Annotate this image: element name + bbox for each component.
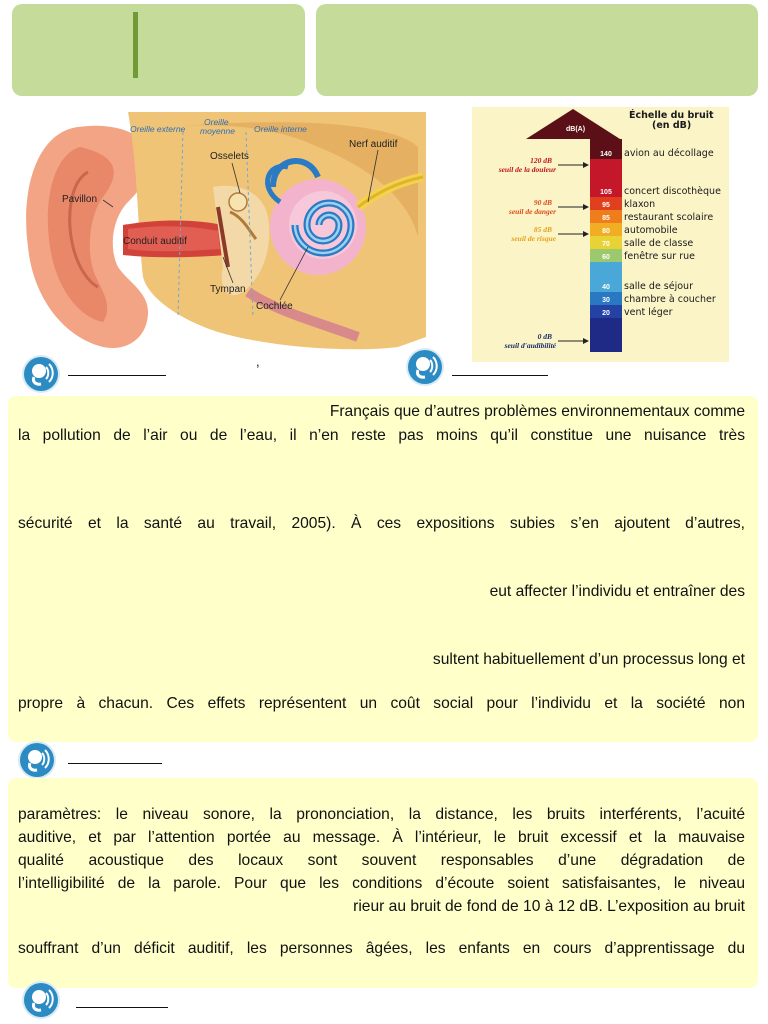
paragraph-line: rieur au bruit de fond de 10 à 12 dB. L’exposition au bruit (353, 898, 745, 915)
label-tympan: Tympan (210, 284, 246, 295)
scale-band-bottom (590, 318, 622, 352)
threshold-arrowhead (583, 338, 589, 344)
scale-value: 140 (600, 151, 612, 158)
threshold-value: 85 dB (533, 225, 552, 234)
label-oreille-moyenne-2: moyenne (200, 126, 235, 136)
comma: , (256, 354, 260, 369)
label-oreille-interne: Oreille interne (254, 124, 307, 134)
scale-subtitle: (en dB) (652, 120, 692, 131)
paragraph-line: propre à chacun. Ces effets représentent un coût social pour l’individu et la société non (18, 695, 745, 712)
scale-value: 20 (602, 310, 610, 317)
label-conduit-auditif: Conduit auditif (123, 236, 187, 247)
header-box-left (12, 4, 305, 96)
threshold-label: seuil de la douleur (498, 165, 556, 174)
answer-blank (68, 763, 162, 764)
scale-value: 95 (602, 202, 610, 209)
scale-item-label: salle de séjour (624, 281, 693, 292)
threshold-arrowhead (583, 162, 589, 168)
threshold-label: seuil d'audibilité (504, 341, 556, 350)
paragraph-line: Français que d’autres problèmes environnementaux comme (329, 403, 745, 420)
text-box-1 (8, 396, 758, 742)
answer-blank (76, 1007, 168, 1008)
scale-item-label: avion au décollage (624, 148, 714, 159)
speaker-icon[interactable] (24, 357, 58, 391)
paragraph-line: auditive, et par l’attention portée au message. À l’intérieur, le bruit excessif et la mauvaise (18, 829, 745, 846)
ear-anatomy-figure (18, 107, 426, 353)
scale-title: Échelle du bruit (629, 110, 714, 121)
paragraph-line: l’intelligibilité de la parole. Pour que les conditions d’écoute soient satisfaisantes, le niveau (18, 875, 745, 892)
paragraph-line: eut affecter l’individu et entraîner des (489, 583, 745, 600)
text-box-2 (8, 778, 758, 988)
scale-value: 80 (602, 228, 610, 235)
scale-value: 70 (602, 241, 610, 248)
threshold-value: 0 dB (537, 332, 552, 341)
label-pavillon: Pavillon (62, 194, 98, 205)
threshold-label: seuil de danger (508, 207, 556, 216)
speaker-icon[interactable] (24, 983, 58, 1017)
header-box-right (316, 4, 758, 96)
scale-item-label: fenêtre sur rue (624, 251, 696, 262)
scale-value: 105 (600, 189, 612, 196)
scale-item-label: concert discothèque (624, 186, 721, 197)
paragraph-line: qualité acoustique des locaux sont souvent responsables d’une dégradation de (18, 852, 745, 869)
scale-item-label: vent léger (624, 307, 673, 318)
paragraph-line: sécurité et la santé au travail, 2005). À ces expositions subies s’en ajoutent d’autres, (18, 515, 745, 532)
threshold-arrowhead (583, 231, 589, 237)
threshold-value: 90 dB (533, 198, 552, 207)
label-oreille-externe: Oreille externe (130, 124, 186, 134)
threshold-arrowhead (583, 204, 589, 210)
label-oreille-moyenne-1: Oreille (204, 117, 229, 127)
paragraph-line: sultent habituellement d’un processus long et (432, 651, 745, 668)
scale-unit: dB(A) (566, 126, 586, 133)
paragraph-line: souffrant d’un déficit auditif, les personnes âgées, les enfants en cours d’apprentissage du (18, 940, 745, 957)
scale-value: 85 (602, 215, 610, 222)
paragraph-line: la pollution de l’air ou de l’eau, il n’en reste pas moins qu’il constitue une nuisance très (18, 427, 745, 444)
label-nerf-auditif: Nerf auditif (349, 139, 398, 150)
scale-item-label: klaxon (624, 199, 656, 210)
noise-scale-figure (472, 107, 729, 362)
label-osselets: Osselets (210, 151, 249, 162)
threshold-label: seuil de risque (511, 234, 556, 243)
scale-item-label: restaurant scolaire (624, 212, 714, 223)
threshold-value: 120 dB (530, 156, 552, 165)
paragraph-line: paramètres: le niveau sonore, la prononciation, la distance, les bruits interférents, l’acuité (18, 806, 745, 823)
answer-blank (452, 375, 548, 376)
label-cochlee: Cochlée (256, 301, 293, 312)
scale-item-label: automobile (624, 225, 678, 236)
scale-value: 30 (602, 297, 610, 304)
scale-value: 40 (602, 284, 610, 291)
scale-item-label: chambre à coucher (624, 294, 716, 305)
answer-blank (68, 375, 166, 376)
header-accent-bar (133, 12, 138, 78)
scale-item-label: salle de classe (624, 238, 694, 249)
speaker-icon[interactable] (20, 743, 54, 777)
scale-value: 60 (602, 254, 610, 261)
speaker-icon[interactable] (408, 350, 442, 384)
